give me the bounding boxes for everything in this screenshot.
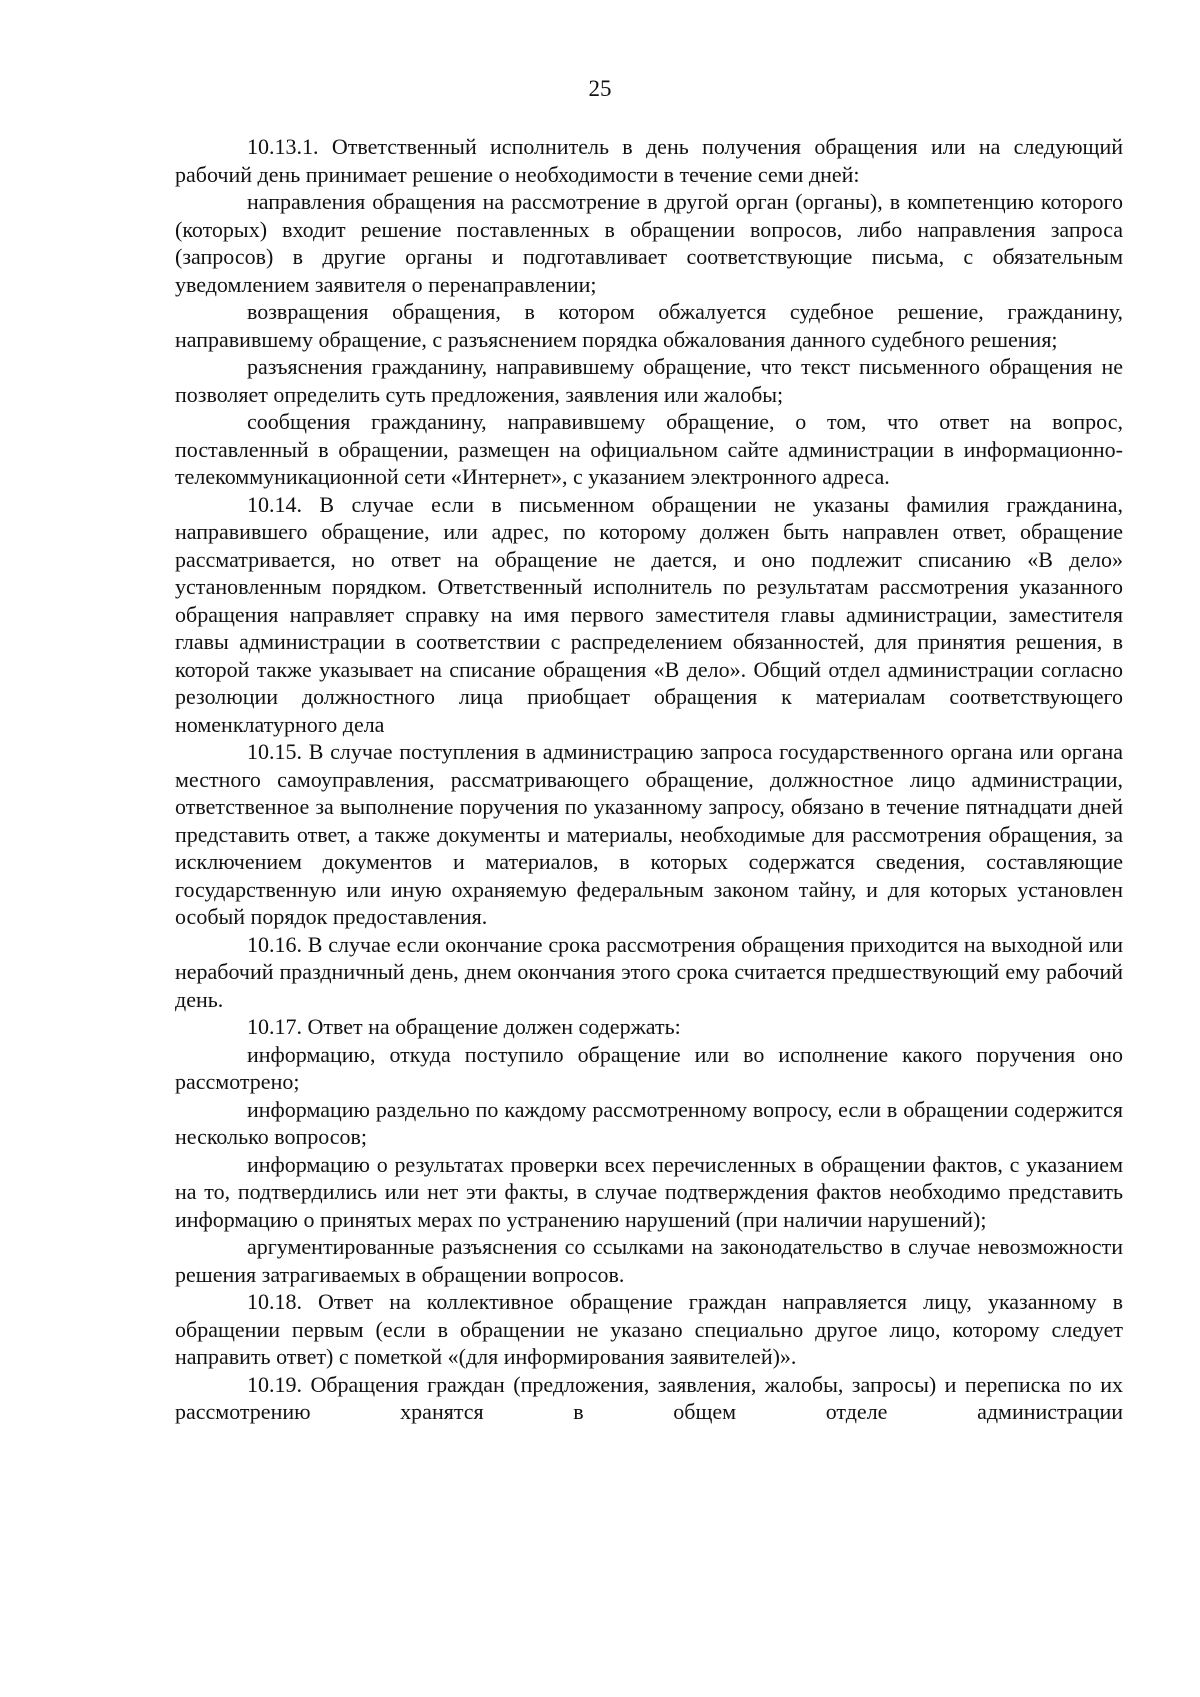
paragraph-return-appeal: возвращения обращения, в котором обжалуется судебное решение, гражданину, направившему обращение, с разъяснением порядка обжалования данного судебного решения; [175, 299, 1123, 352]
paragraph-10-14: 10.14. В случае если в письменном обращении не указаны фамилия гражданина, направившего обращение, или адрес, по которому должен быть направлен ответ, обращение рассматривается, но ответ на обращение не дается, и оно подлежит списанию «В дело» установленным порядком. Ответственный исполнитель по результатам рассмотрения указанного обращения направляет справку на имя первого заместителя главы администрации, заместителя главы администрации в соответствии с распределением обязанностей, для принятия решения, в которой также указывает на списание обращения «В дело». Общий отдел администрации согласно резолюции должностного лица приобщает обращения к материалам соответствующего номенклатурного дела [175, 491, 1123, 737]
paragraph-answer-published-online: сообщения гражданину, направившему обращение, о том, что ответ на вопрос, поставленный в обращении, размещен на официальном сайте администрации в информационно-телекоммуникационной сети «Интернет», с указанием электронного адреса. [175, 409, 1123, 489]
paragraph-10-15: 10.15. В случае поступления в администрацию запроса государственного органа или органа местного самоуправления, рассматривающего обращение, должностное лицо администрации, ответственное за выполнение поручения по указанному запросу, обязано в течение пятнадцати дней представить ответ, а также документы и материалы, необходимые для рассмотрения обращения, за исключением документов и материалов, в которых содержатся сведения, составляющие государственную или иную охраняемую федеральным законом тайну, и для которых установлен особый порядок предоставления. [175, 739, 1123, 929]
paragraph-redirect-appeal: направления обращения на рассмотрение в другой орган (органы), в компетенцию которого (которых) входит решение поставленных в обращении вопросов, либо направления запроса (запросов) в другие органы и подготавливает соответствующие письма, с обязательным уведомлением заявителя о перенаправлении; [175, 189, 1123, 297]
document-body [175, 133, 1123, 1426]
paragraph-10-18: 10.18. Ответ на коллективное обращение граждан направляется лицу, указанному в обращении первым (если в обращении не указано специально другое лицо, которому следует направить ответ) с пометкой «(для информирования заявителей)». [175, 1289, 1123, 1369]
paragraph-answer-check-results: информацию о результатах проверки всех перечисленных в обращении фактов, с указанием на то, подтвердились или нет эти факты, в случае подтверждения фактов необходимо представить информацию о принятых мерах по устранению нарушений (при наличии нарушений); [175, 1151, 1123, 1232]
paragraph-10-19: 10.19. Обращения граждан (предложения, заявления, жалобы, запросы) и переписка по их рассмотрению хранятся в общем отделе администрации [175, 1371, 1123, 1424]
paragraph-answer-reasoned-explanations: аргументированные разъяснения со ссылками на законодательство в случае невозможности решения затрагиваемых в обращении вопросов. [175, 1234, 1123, 1287]
paragraph-answer-source-info: информацию, откуда поступило обращение или во исполнение какого поручения оно рассмотрено; [175, 1041, 1123, 1094]
paragraph-10-13-1: 10.13.1. Ответственный исполнитель в день получения обращения или на следующий рабочий день принимает решение о необходимости в течение семи дней: [175, 134, 1123, 187]
page-number: 25 [588, 76, 612, 101]
paragraph-answer-per-question: информацию раздельно по каждому рассмотренному вопросу, если в обращении содержится несколько вопросов; [175, 1096, 1123, 1149]
paragraph-10-16: 10.16. В случае если окончание срока рассмотрения обращения приходится на выходной или нерабочий праздничный день, днем окончания этого срока считается предшествующий ему рабочий день. [175, 931, 1123, 1012]
paragraph-10-17: 10.17. Ответ на обращение должен содержать: [247, 1014, 681, 1039]
paragraph-explain-unclear-text: разъяснения гражданину, направившему обращение, что текст письменного обращения не позволяет определить суть предложения, заявления или жалобы; [175, 354, 1123, 407]
